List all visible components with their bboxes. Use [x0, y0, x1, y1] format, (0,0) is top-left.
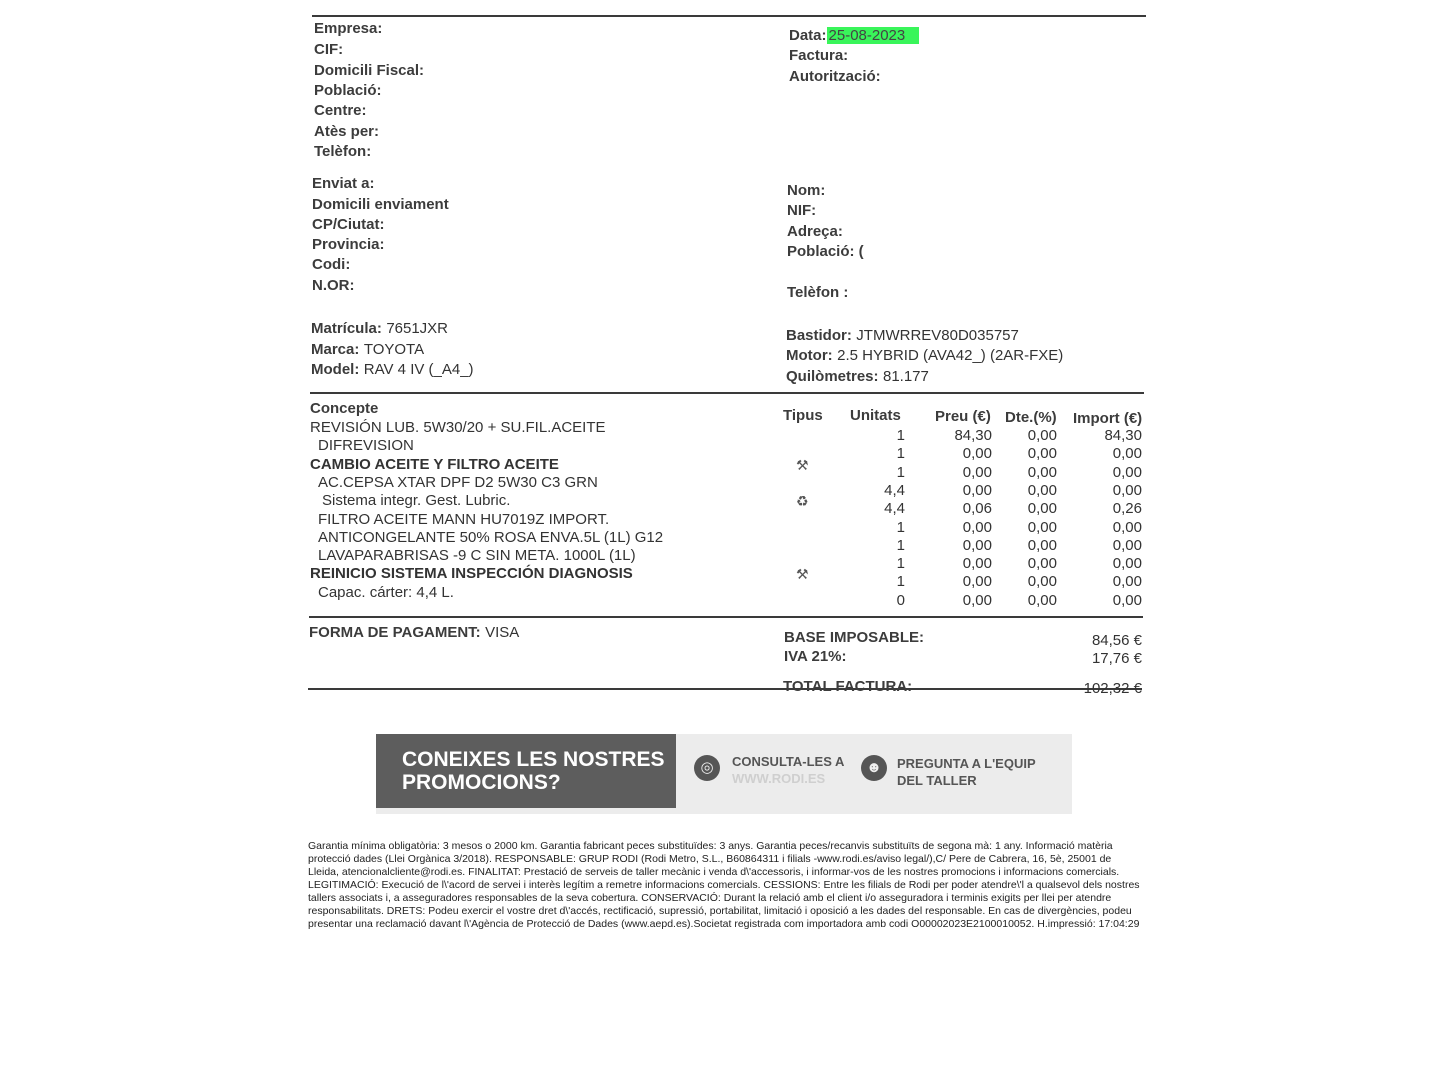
row-units: 0: [896, 592, 905, 609]
client-poblacio-label: Població: (: [787, 243, 864, 260]
row-concept: LAVAPARABRISAS -9 C SIN META. 1000L (1L): [318, 547, 636, 564]
header-dte: Dte.(%): [1005, 409, 1057, 426]
n-or-label: N.OR:: [312, 277, 355, 294]
payment-field: [309, 624, 519, 642]
row-price: 0,00: [962, 482, 992, 499]
promo-title-line1: CONEIXES LES NOSTRES: [402, 748, 665, 771]
marca-field: [311, 341, 424, 359]
row-dte: 0,00: [1027, 573, 1057, 590]
row-concept: Capac. cárter: 4,4 L.: [318, 584, 454, 601]
factura-label: Factura:: [789, 47, 849, 64]
legal-footer: [308, 840, 1144, 931]
codi-label: Codi:: [312, 256, 351, 273]
provincia-label: Provincia:: [312, 236, 385, 253]
row-dte: 0,00: [1027, 537, 1057, 554]
motor-label: Motor:: [786, 347, 833, 364]
row-import: 0,00: [1112, 445, 1142, 462]
row-units: 1: [896, 555, 905, 572]
adreca-label: Adreça:: [787, 223, 843, 240]
km-label: Quilòmetres:: [786, 368, 879, 385]
row-units: 1: [896, 464, 905, 481]
row-price: 84,30: [954, 427, 992, 444]
matricula-label: Matrícula:: [311, 320, 382, 337]
marca-value: TOYOTA: [363, 341, 425, 358]
table-bottom-rule: [309, 616, 1143, 618]
motor-value: 2.5 HYBRID (AVA42_) (2AR-FXE): [837, 347, 1064, 364]
total-label: TOTAL FACTURA:: [783, 678, 913, 695]
bastidor-field: [786, 327, 1019, 345]
row-concept: CAMBIO ACEITE Y FILTRO ACEITE: [310, 456, 559, 473]
promo-title-line2: PROMOCIONS?: [402, 771, 561, 794]
row-import: 0,00: [1112, 519, 1142, 536]
top-rule: [312, 15, 1146, 17]
row-import: 0,00: [1112, 555, 1142, 572]
telefon-label: Telèfon:: [314, 143, 372, 160]
nom-label: Nom:: [787, 182, 826, 199]
row-import: 0,00: [1112, 464, 1142, 481]
model-label: Model:: [311, 361, 360, 378]
row-concept: REINICIO SISTEMA INSPECCIÓN DIAGNOSIS: [310, 565, 633, 582]
row-price: 0,00: [962, 537, 992, 554]
row-price: 0,00: [962, 592, 992, 609]
row-concept: REVISIÓN LUB. 5W30/20 + SU.FIL.ACEITE: [310, 419, 606, 436]
row-units: 1: [896, 445, 905, 462]
date-label: Data:: [789, 27, 827, 44]
consulta-text: [732, 753, 844, 787]
nif-label: NIF:: [787, 202, 817, 219]
row-concept: AC.CEPSA XTAR DPF D2 5W30 C3 GRN: [318, 474, 598, 491]
row-units: 4,4: [884, 500, 905, 517]
row-concept: Sistema integr. Gest. Lubric.: [322, 492, 511, 509]
recycle-icon: ♻: [796, 493, 809, 509]
ates-per-label: Atès per:: [314, 123, 380, 140]
header-concepte: Concepte: [310, 400, 379, 417]
consulta-line1: CONSULTA-LES A: [732, 754, 845, 769]
row-dte: 0,00: [1027, 500, 1057, 517]
consulta-line2: WWW.RODI.ES: [732, 771, 826, 786]
row-units: 1: [896, 573, 905, 590]
pregunta-line1: PREGUNTA A L'EQUIP: [897, 756, 1036, 771]
bastidor-label: Bastidor:: [786, 327, 852, 344]
date-field: [789, 27, 919, 44]
km-value: 81.177: [882, 368, 929, 385]
promo-banner: [376, 734, 1072, 814]
header-import: Import (€): [1073, 410, 1143, 427]
promo-title: [402, 748, 665, 794]
poblacio-label: Població:: [314, 82, 382, 99]
bastidor-value: JTMWRREV80D035757: [856, 327, 1019, 344]
row-price: 0,00: [962, 464, 992, 481]
row-import: 0,00: [1112, 592, 1142, 609]
model-value: RAV 4 IV (_A4_): [363, 361, 474, 378]
model-field: [311, 361, 474, 379]
row-dte: 0,00: [1027, 519, 1057, 536]
row-dte: 0,00: [1027, 445, 1057, 462]
row-units: 4,4: [884, 482, 905, 499]
row-import: 0,26: [1112, 500, 1142, 517]
matricula-value: 7651JXR: [386, 320, 449, 337]
row-price: 0,00: [962, 445, 992, 462]
row-price: 0,00: [962, 573, 992, 590]
total-value: 102,32 €: [1083, 680, 1142, 697]
row-dte: 0,00: [1027, 427, 1057, 444]
base-label: BASE IMPOSABLE:: [784, 629, 925, 646]
marca-label: Marca:: [311, 341, 360, 358]
row-dte: 0,00: [1027, 592, 1057, 609]
row-price: 0,00: [962, 519, 992, 536]
row-import: 0,00: [1112, 573, 1142, 590]
row-concept: FILTRO ACEITE MANN HU7019Z IMPORT.: [318, 511, 610, 528]
row-units: 1: [896, 537, 905, 554]
row-price: 0,06: [962, 500, 992, 517]
header-tipus: Tipus: [783, 407, 823, 424]
km-field: [786, 368, 929, 386]
payment-value: VISA: [485, 624, 520, 641]
header-preu: Preu (€): [935, 408, 991, 425]
promo-title-panel: [376, 734, 676, 808]
row-concept: DIFREVISION: [318, 437, 414, 454]
autoritzacio-label: Autorització:: [789, 68, 881, 85]
cif-label: CIF:: [314, 41, 344, 58]
wrench-icon: ⚒: [796, 457, 809, 473]
motor-field: [786, 347, 1063, 365]
enviat-a-label: Enviat a:: [312, 175, 375, 192]
domicili-enviament-label: Domicili enviament: [312, 196, 449, 213]
totals-rule: [308, 688, 1142, 690]
row-dte: 0,00: [1027, 464, 1057, 481]
table-top-rule: [310, 392, 1144, 394]
row-concept: ANTICONGELANTE 50% ROSA ENVA.5L (1L) G12: [318, 529, 664, 546]
row-price: 0,00: [962, 555, 992, 572]
centre-label: Centre:: [314, 102, 367, 119]
header-unitats: Unitats: [850, 407, 901, 424]
pregunta-line2: DEL TALLER: [897, 773, 977, 788]
date-value: 25-08-2023: [827, 27, 920, 44]
legal-text: Garantia mínima obligatòria: 3 mesos o 2000 km. Garantia fabricant peces substituïdes: 3 anys. Garantia peces/recanvis substituïts de segona mà: 1 any. Informació matèria protecció dades (Llei Orgànica 3/2018). RESPONSABLE: GRUP RODI (Rodi Metro, S.L., B60864311 i filials -www.rodi.es/aviso legal/),C/ Pere de Cabrera, 16, 5è, 25001 de Lleida, atencionalcliente@rodi.es. FINALITAT: Prestació de serveis de taller mecànic i venda d\'accessoris, i informar-vos de les nostres promocions i informacions comercials. LEGITIMACIÓ: Execució de l\'acord de servei i interès legítim a remetre informacions comercials. CESSIONS: Entre les filials de Rodi per poder atendre\'l a qualsevol dels nostres tallers associats i, a asseguradores responsables de la seva cobertura. CONSERVACIÓ: Durant la relació amb el client i/o asseguradora i terminis exigits per llei per atendre responsabilitats. DRETS: Podeu exercir el vostre dret d\'accés, rectificació, supressió, portabilitat, limitació i oposició a les dades del responsable. En cas de divergències, podeu presentar una reclamació davant l\'Agència de Protecció de Dades (www.aepd.es).Societat registrada com importadora amb codi O00002023E2100010052. H.impressió: 17:04:29: [308, 840, 1140, 930]
payment-label: FORMA DE PAGAMENT:: [309, 624, 481, 641]
empresa-label: Empresa:: [314, 20, 383, 37]
mechanic-icon: ☻: [861, 755, 887, 781]
iva-label: IVA 21%:: [784, 648, 847, 665]
client-telefon-label: Telèfon :: [787, 284, 849, 301]
row-units: 1: [896, 427, 905, 444]
matricula-field: [311, 320, 448, 338]
pregunta-text: [897, 755, 1036, 789]
cp-ciutat-label: CP/Ciutat:: [312, 216, 385, 233]
row-dte: 0,00: [1027, 555, 1057, 572]
row-import: 84,30: [1104, 427, 1142, 444]
globe-icon: ◎: [694, 755, 720, 781]
row-import: 0,00: [1112, 482, 1142, 499]
iva-value: 17,76 €: [1091, 650, 1142, 667]
domicili-fiscal-label: Domicili Fiscal:: [314, 62, 425, 79]
row-dte: 0,00: [1027, 482, 1057, 499]
wrench-icon: ⚒: [796, 566, 809, 582]
base-value: 84,56 €: [1091, 632, 1142, 649]
row-import: 0,00: [1112, 537, 1142, 554]
row-units: 1: [896, 519, 905, 536]
